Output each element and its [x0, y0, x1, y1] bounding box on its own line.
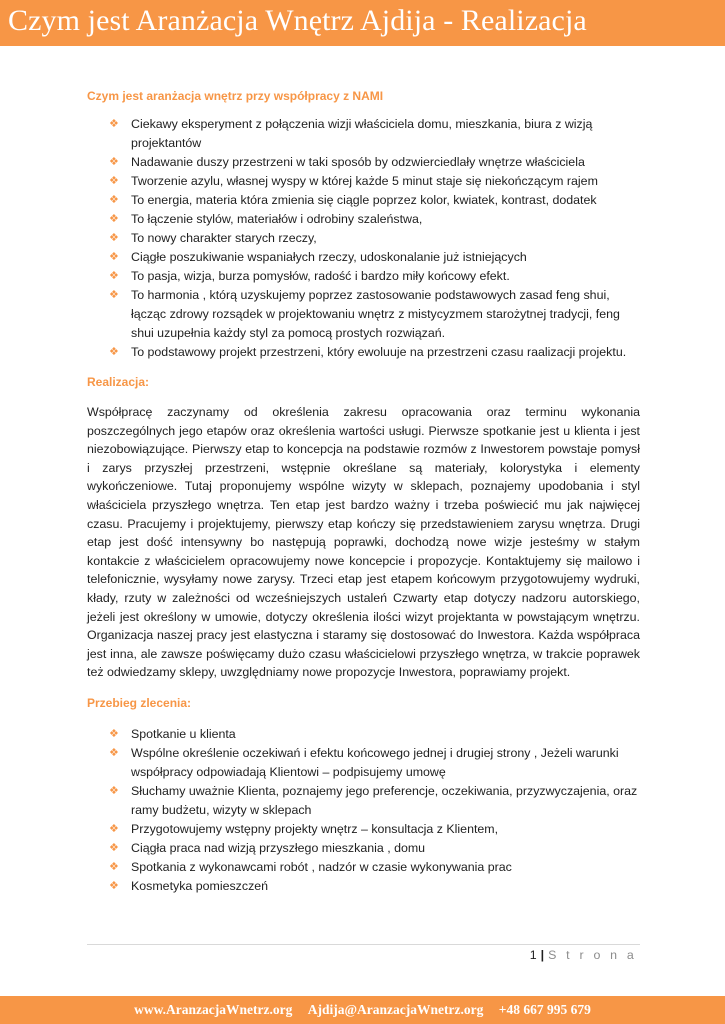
section-heading-przebieg: Przebieg zlecenia:	[87, 695, 192, 710]
list-item: ❖ To pasja, wizja, burza pomysłów, radość i bardzo miły końcowy efekt.	[87, 267, 640, 286]
list-item: ❖ To podstawowy projekt przestrzeni, który ewoluuje na przestrzeni czasu raalizacji projektu.	[87, 343, 640, 362]
footer-contact	[0, 1002, 725, 1018]
diamond-bullet-icon: ❖	[109, 727, 119, 740]
list-item: ❖ Spotkanie u klienta	[87, 725, 640, 744]
diamond-bullet-icon: ❖	[109, 784, 119, 797]
realizacja-paragraph: Współpracę zaczynamy od określenia zakresu opracowania oraz terminu wykonania poszczególnych jego etapów oraz określenia wartości usługi. Pierwsze spotkanie jest u klienta i jest niezobowiązujące. Pierwszy etap to koncepcja na podstawie rozmów z Inwestorem powstaje pomysł i zarys przyszłej przestrzeni, wstępnie określane są materiały, kolorystyka i elementy wykończeniowe. Tutaj proponujemy wspólne wizyty w sklepach, poznajemy upodobania i styl właściciela przyszłego wnętrza. Ten etap jest bardzo ważny i trzeba poświecić mu jak najwięcej czasu. Pracujemy i projektujemy, pierwszy etap kończy się przedstawieniem zarysu wnętrza. Drugi etap jest dość intensywny bo następują poprawki, dochodzą nowe wizje jesteśmy w stałym kontakcie z właścicielem opracowujemy nowe koncepcie i propozycje. Kontaktujemy się mailowo i telefonicznie, wysyłamy nowe zarysy. Trzeci etap jest etapem końcowym przygotowujemy wydruki, kłady, rzuty w zależności od wcześniejszych ustaleń Czwarty etap dotyczy nadzoru autorskiego, jeżeli jest określony w umowie, dotyczy określenia ilości wizyt projektanta w powstającym wnętrzu. Organizacja naszej pracy jest elastyczna i staramy się dostosować do Inwestora. Każda współpraca jest inna, ale zawsze poświęcamy dużo czasu właścicielowi przyszłego wnętrza, w trakcie poprawek też odwiedzamy sklepy, uwzględniamy nowe propozycje Inwestora, poprawiamy projekt.	[87, 405, 640, 680]
page-number-separator: |	[540, 948, 545, 962]
section-heading-realizacja: Realizacja:	[87, 375, 150, 389]
page-number-label: S t r o n a	[548, 948, 637, 962]
diamond-bullet-icon: ❖	[109, 156, 119, 168]
list-item: ❖ To harmonia , którą uzyskujemy poprzez zastosowanie podstawowych zasad feng shui, łącząc zdrowy rozsądek w projektowaniu wnętrz z mistycyzmem starożytnej tradycji, feng shui uzupełnia każdy styl za pomocą prostych rozwiązań.	[109, 288, 620, 340]
diamond-bullet-icon: ❖	[109, 118, 119, 130]
document-body	[87, 88, 640, 896]
list-item: ❖ Spotkania z wykonawcami robót , nadzór w czasie wykonywania prac	[87, 858, 640, 877]
list-item: ❖ Wspólne określenie oczekiwań i efektu końcowego jednej i drugiej strony , Jeżeli warunki współpracy odpowiadają Klientowi – podpisujemy umowę	[109, 745, 619, 779]
diamond-bullet-icon: ❖	[109, 346, 119, 358]
diamond-bullet-icon: ❖	[109, 194, 119, 206]
page-number	[530, 948, 637, 962]
bullet-list-nami	[87, 115, 640, 362]
list-item: ❖ To łączenie stylów, materiałów i odrobiny szaleństwa,	[87, 210, 640, 229]
phone-number[interactable]: +48 667 995 679	[498, 1002, 591, 1017]
list-item: ❖ Nadawanie duszy przestrzeni w taki sposób by odzwierciedlały wnętrze właściciela	[87, 153, 640, 172]
list-item: ❖ To energia, materia która zmienia się ciągle poprzez kolor, kwiatek, kontrast, dodatek	[87, 191, 640, 210]
diamond-bullet-icon: ❖	[109, 822, 119, 835]
diamond-bullet-icon: ❖	[109, 232, 119, 244]
section-heading-nami: Czym jest aranżacja wnętrz przy współpracy z NAMI	[87, 89, 384, 103]
footer-divider	[87, 944, 640, 945]
page-title: Czym jest Aranżacja Wnętrz Ajdija - Realizacja	[8, 4, 587, 37]
list-item: ❖ Przygotowujemy wstępny projekty wnętrz – konsultacja z Klientem,	[87, 820, 640, 839]
header-bar	[0, 0, 725, 46]
bullet-list-przebieg	[87, 725, 640, 896]
list-item: ❖ Ciągła praca nad wizją przyszłego mieszkania , domu	[87, 839, 640, 858]
diamond-bullet-icon: ❖	[109, 251, 119, 263]
page-number-value: 1	[529, 948, 537, 962]
diamond-bullet-icon: ❖	[109, 879, 119, 892]
list-item: ❖ Słuchamy uważnie Klienta, poznajemy jego preferencje, oczekiwania, przyzwyczajenia, oraz ramy budżetu, wizyty w sklepach	[109, 783, 638, 817]
list-item: ❖ Tworzenie azylu, własnej wyspy w której każde 5 minut staje się niekończącym rajem	[87, 172, 640, 191]
list-item: ❖ Kosmetyka pomieszczeń	[87, 877, 640, 896]
diamond-bullet-icon: ❖	[109, 860, 119, 873]
list-item: ❖ Ciekawy eksperyment z połączenia wizji właściciela domu, mieszkania, biura z wizją projektantów	[109, 117, 593, 150]
diamond-bullet-icon: ❖	[109, 213, 119, 225]
diamond-bullet-icon: ❖	[109, 841, 119, 854]
footer-bar	[0, 996, 725, 1024]
diamond-bullet-icon: ❖	[109, 270, 119, 282]
list-item: ❖ Ciągłe poszukiwanie wspaniałych rzeczy, udoskonalanie już istniejących	[87, 248, 640, 267]
email-link[interactable]: Ajdija@AranzacjaWnetrz.org	[307, 1002, 484, 1017]
diamond-bullet-icon: ❖	[109, 746, 119, 759]
diamond-bullet-icon: ❖	[109, 175, 119, 187]
website-link[interactable]: www.AranzacjaWnetrz.org	[134, 1002, 293, 1017]
diamond-bullet-icon: ❖	[109, 289, 119, 301]
list-item: ❖ To nowy charakter starych rzeczy,	[87, 229, 640, 248]
